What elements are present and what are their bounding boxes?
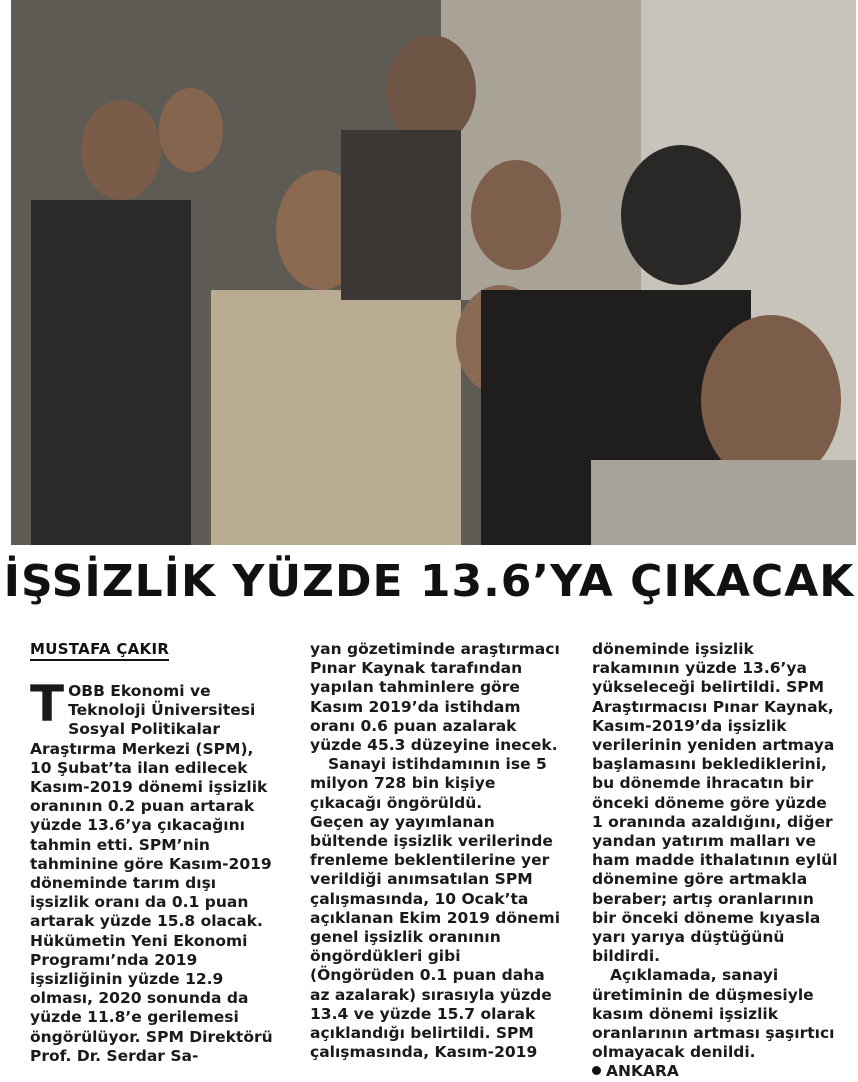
news-photo	[11, 0, 856, 545]
drop-cap: T	[30, 675, 65, 733]
paragraph: Geçen ay yayımlanan bültende işsizlik verilerinde frenleme beklentilerine yer verildiği anımsatılan SPM çalışmasında, 10 Ocak’ta açıklanan Ekim 2019 dönemi genel işsizlik oranının öngördükleri gibi (Öngörüden 0.1 puan daha az azalarak) sırasıyla yüzde 13.4 ve yüzde 15.7 olarak açıklandığı belirtildi. SPM çalışmasında, Kasım-2019	[310, 812, 561, 1062]
bullet-icon	[592, 1066, 601, 1075]
article-column-3	[592, 640, 842, 1082]
article-column-1	[30, 675, 275, 1066]
paragraph: döneminde işsizlik rakamının yüzde 13.6’ya yükseleceği belirtildi. SPM Araştırmacısı Pınar Kaynak, Kasım-2019’da işsizlik verilerinin yeniden artmaya başlamasını beklediklerini, bu dönemde ihracatın bir önceki döneme göre yüzde 1 oranında azaldığını, diğer yandan yatırım malları ve ham madde ithalatının eylül dönemine göre artmakla beraber; artış oranlarının bir önceki döneme kıyasla yarı yarıya düştüğünü bildirdi.	[592, 640, 838, 966]
paragraph: Açıklamada, sanayi üretiminin de düşmesiyle kasım dönemi işsizlik oranlarının artması şaşırtıcı olmayacak denildi.	[592, 966, 835, 1062]
paragraph: Sanayi istihdamının ise 5 milyon 728 bin kişiye çıkacağı öngörüldü.	[310, 755, 547, 812]
crowd-photo-icon	[11, 0, 856, 545]
headline: İŞSİZLİK YÜZDE 13.6’YA ÇIKACAK	[3, 556, 855, 607]
dateline	[592, 1062, 842, 1081]
paragraph: OBB Ekonomi ve Teknoloji Üniversitesi Sosyal Politikalar Araştırma Merkezi (SPM), 10 Şubat’ta ilan edilecek Kasım-2019 dönemi işsizlik oranının 0.2 puan artarak yüzde 13.6’ya çıkacağını tahmin etti. SPM’nin tahminine göre Kasım-2019 döneminde tarım dışı işsizlik oranı da 0.1 puan artarak yüzde 15.8 olacak.	[30, 682, 272, 931]
paragraph: Hükümetin Yeni Ekonomi Programı’nda 2019 işsizliğinin yüzde 12.9 olması, 2020 sonunda da yüzde 11.8’e gerilemesi öngörülüyor. SPM Direktörü Prof. Dr. Serdar Sa-	[30, 931, 273, 1065]
article-column-2	[310, 640, 560, 1062]
paragraph: yan gözetiminde araştırmacı Pınar Kaynak tarafından yapılan tahminlere göre Kasım 2019’da istihdam oranı 0.6 puan azalarak yüzde 45.3 düzeyine inecek.	[310, 640, 560, 755]
byline: MUSTAFA ÇAKIR	[30, 640, 169, 661]
dateline-text: ANKARA	[606, 1062, 679, 1081]
